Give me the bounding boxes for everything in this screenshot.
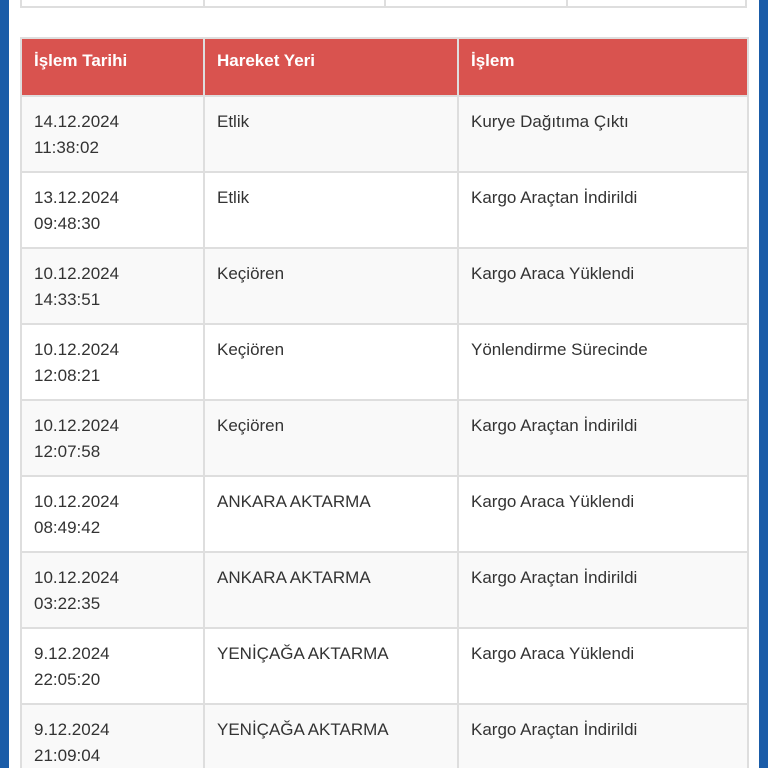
cell-date: 10.12.2024: [34, 492, 120, 511]
cell-time: 09:48:30: [34, 214, 101, 233]
cell-operation: Kargo Araçtan İndirildi: [458, 172, 748, 248]
cell-date: 10.12.2024: [34, 340, 120, 359]
cell-datetime: [21, 96, 204, 172]
cell-place: ANKARA AKTARMA: [204, 552, 458, 628]
cell-operation: Kargo Araçtan İndirildi: [458, 704, 748, 768]
table-row: [21, 552, 748, 628]
table-row: [21, 400, 748, 476]
cell-divider: [566, 0, 568, 6]
cell-time: 22:05:20: [34, 670, 101, 689]
cell-divider: [384, 0, 386, 6]
cell-datetime: [21, 400, 204, 476]
cell-time: 12:08:21: [34, 366, 101, 385]
table-row: [21, 476, 748, 552]
cell-time: 03:22:35: [34, 594, 101, 613]
cell-date: 9.12.2024: [34, 720, 110, 739]
cell-date: 14.12.2024: [34, 112, 120, 131]
table-row: [21, 172, 748, 248]
header-place: Hareket Yeri: [204, 38, 458, 96]
cell-time: 14:33:51: [34, 290, 101, 309]
cell-divider: [203, 0, 205, 6]
right-frame-edge: [759, 0, 768, 768]
previous-table-bottom: [20, 0, 747, 8]
left-frame-edge: [0, 0, 9, 768]
cell-operation: Kurye Dağıtıma Çıktı: [458, 96, 748, 172]
cell-date: 10.12.2024: [34, 568, 120, 587]
cell-place: YENİÇAĞA AKTARMA: [204, 704, 458, 768]
cell-time: 12:07:58: [34, 442, 101, 461]
cell-operation: Kargo Araçtan İndirildi: [458, 400, 748, 476]
header-operation: İşlem: [458, 38, 748, 96]
cell-datetime: [21, 248, 204, 324]
cell-date: 10.12.2024: [34, 264, 120, 283]
cell-operation: Kargo Araca Yüklendi: [458, 476, 748, 552]
cell-place: Keçiören: [204, 400, 458, 476]
cell-operation: Yönlendirme Sürecinde: [458, 324, 748, 400]
table-row: [21, 628, 748, 704]
cell-place: YENİÇAĞA AKTARMA: [204, 628, 458, 704]
cell-place: Keçiören: [204, 248, 458, 324]
header-date: İşlem Tarihi: [21, 38, 204, 96]
cell-date: 10.12.2024: [34, 416, 120, 435]
cell-operation: Kargo Araca Yüklendi: [458, 248, 748, 324]
cell-time: 11:38:02: [34, 138, 99, 157]
cell-datetime: [21, 704, 204, 768]
cell-place: Keçiören: [204, 324, 458, 400]
movement-history-table: [20, 37, 749, 768]
table-row: [21, 96, 748, 172]
cell-time: 21:09:04: [34, 746, 101, 765]
table-row: [21, 324, 748, 400]
cell-operation: Kargo Araca Yüklendi: [458, 628, 748, 704]
cell-time: 08:49:42: [34, 518, 101, 537]
cell-datetime: [21, 552, 204, 628]
cell-datetime: [21, 172, 204, 248]
cell-place: Etlik: [204, 172, 458, 248]
table-header-row: [21, 38, 748, 96]
table-row: [21, 248, 748, 324]
cell-place: Etlik: [204, 96, 458, 172]
cell-place: ANKARA AKTARMA: [204, 476, 458, 552]
cell-date: 9.12.2024: [34, 644, 110, 663]
cell-date: 13.12.2024: [34, 188, 120, 207]
cell-datetime: [21, 324, 204, 400]
cell-datetime: [21, 476, 204, 552]
cell-operation: Kargo Araçtan İndirildi: [458, 552, 748, 628]
cell-datetime: [21, 628, 204, 704]
table-row: [21, 704, 748, 768]
